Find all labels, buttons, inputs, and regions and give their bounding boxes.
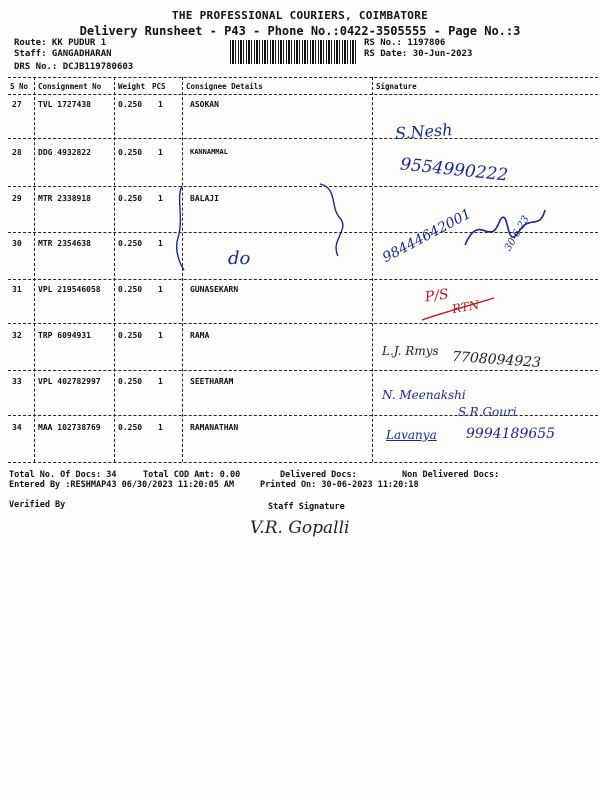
row-divider (8, 138, 598, 139)
row-consignee: KANNAMMAL (190, 148, 228, 156)
col-header-signature: Signature (376, 82, 417, 91)
row-weight: 0.250 (118, 239, 143, 248)
row-pcs: 1 (158, 194, 163, 203)
row-sno: 31 (12, 285, 22, 294)
row-sno: 27 (12, 100, 22, 109)
staff-signature-label: Staff Signature (268, 502, 345, 512)
staff-label: Staff: GANGADHARAN (14, 49, 112, 59)
col-header-sno: S No (10, 82, 29, 91)
total-docs: Total No. Of Docs: 34 (9, 470, 117, 480)
row-sno: 34 (12, 423, 22, 432)
delivered-docs: Delivered Docs: (280, 470, 357, 480)
printed-on: Printed On: 30-06-2023 11:20:18 (260, 480, 419, 490)
row-divider (8, 323, 598, 324)
row-consignee: RAMANATHAN (190, 423, 239, 432)
row-sno: 30 (12, 239, 22, 248)
col-header-weight: Weight (118, 82, 146, 91)
verified-by-label: Verified By (9, 500, 66, 510)
total-cod-amount: Total COD Amt: 0.00 (143, 470, 241, 480)
verifier-signature: V.R. Gopalli (250, 518, 350, 538)
row-consignment: VPL 219546058 (38, 285, 101, 294)
row-weight: 0.250 (118, 148, 143, 157)
entered-by: Entered By :RESHMAP43 06/30/2023 11:20:05 AM (9, 480, 235, 490)
signature-scribble (460, 200, 550, 260)
row-pcs: 1 (158, 331, 163, 340)
row-consignment: TRP 6094931 (38, 331, 91, 340)
handwritten-date: 30-6-23 (502, 214, 532, 253)
row-sno: 32 (12, 331, 22, 340)
ditto-mark: do (228, 248, 251, 269)
row-consignment: DDG 4932822 (38, 148, 91, 157)
handwritten-phone: 7708094923 (451, 348, 542, 372)
row-consignment: MAA 102738769 (38, 423, 101, 432)
row-weight: 0.250 (118, 423, 143, 432)
row-weight: 0.250 (118, 377, 143, 386)
row-consignment: MTR 2338918 (38, 194, 91, 203)
header-bottom-rule (8, 94, 598, 95)
row-consignment: MTR 2354638 (38, 239, 91, 248)
stamp-rtn: RTN (450, 297, 481, 317)
col-divider (34, 77, 35, 462)
handwritten-signature: N. Meenakshi (382, 388, 466, 402)
handwritten-phone: 9994189655 (466, 426, 556, 442)
col-header-consignment: Consignment No (38, 82, 102, 91)
row-weight: 0.250 (118, 331, 143, 340)
col-header-consignee: Consignee Details (186, 82, 263, 91)
barcode-image (230, 40, 358, 64)
row-consignee: RAMA (190, 331, 210, 340)
table-top-rule (8, 77, 598, 78)
stamp-ps: P/S (424, 286, 450, 306)
row-pcs: 1 (158, 377, 163, 386)
col-divider (114, 77, 115, 462)
handwritten-signature: L.J. Rmys (382, 344, 439, 358)
row-sno: 29 (12, 194, 22, 203)
handwritten-signature: Lavanya (386, 428, 437, 442)
row-consignment: VPL 402782997 (38, 377, 101, 386)
row-pcs: 1 (158, 285, 163, 294)
company-title: THE PROFESSIONAL COURIERS, COIMBATORE (171, 9, 429, 22)
rs-date: RS Date: 30-Jun-2023 (364, 49, 473, 59)
handwritten-phone: 98444642001 (379, 205, 475, 267)
row-consignee: BALAJI (190, 194, 219, 203)
row-consignee: GUNASEKARN (190, 285, 239, 294)
row-sno: 28 (12, 148, 22, 157)
row-divider (8, 370, 598, 371)
row-weight: 0.250 (118, 194, 143, 203)
row-consignee: SEETHARAM (190, 377, 234, 386)
handwritten-signature: S.R.Gouri (458, 405, 517, 419)
rs-number: RS No.: 1197806 (364, 38, 446, 48)
row-weight: 0.250 (118, 285, 143, 294)
row-pcs: 1 (158, 148, 163, 157)
table-bottom-rule (8, 462, 598, 463)
row-pcs: 1 (158, 423, 163, 432)
runsheet-subtitle: Delivery Runsheet - P43 - Phone No.:0422-3505555 - Page No.:3 (79, 24, 521, 38)
stamp-scribble (418, 296, 498, 326)
drs-number: DRS No.: DCJB119780603 (14, 62, 134, 72)
row-consignee: ASOKAN (190, 100, 219, 109)
row-sno: 33 (12, 377, 22, 386)
handwritten-signature: S.Nesh (394, 120, 454, 143)
route-label: Route: KK PUDUR 1 (14, 38, 107, 48)
col-divider (372, 77, 373, 462)
row-consignment: TVL 1727438 (38, 100, 91, 109)
col-header-pcs: PCS (152, 82, 166, 91)
row-weight: 0.250 (118, 100, 143, 109)
bracket-mark (170, 178, 360, 278)
row-divider (8, 279, 598, 280)
row-pcs: 1 (158, 239, 163, 248)
handwritten-phone: 9554990222 (399, 154, 509, 186)
row-pcs: 1 (158, 100, 163, 109)
non-delivered-docs: Non Delivered Docs: (402, 470, 500, 480)
